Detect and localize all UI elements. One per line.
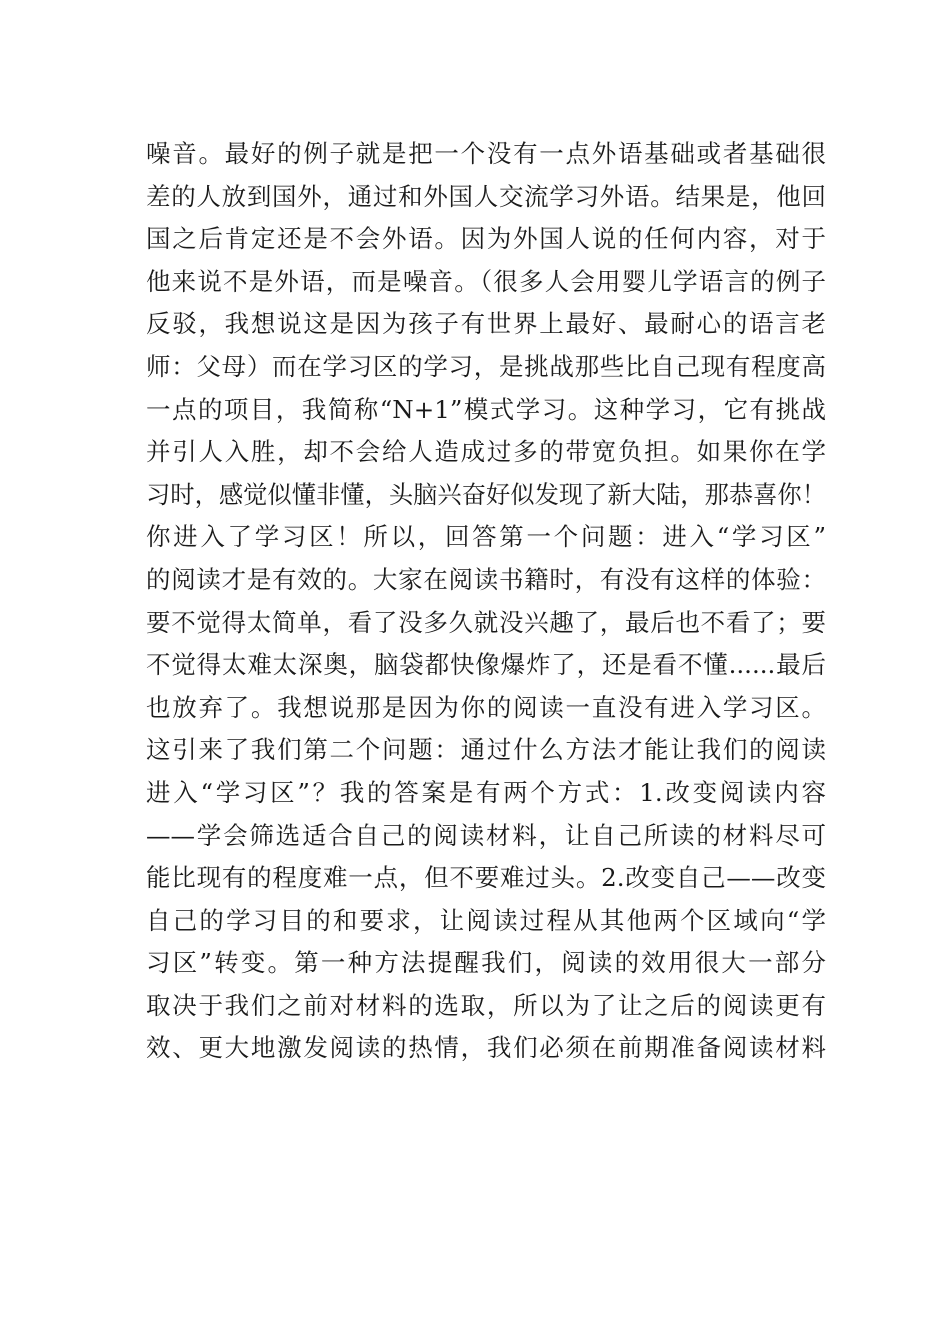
text-line: 效、更大地激发阅读的热情，我们必须在前期准备阅读材料	[146, 1033, 826, 1063]
text-line: 一点的项目，我简称“N+1”模式学习。这种学习，它有挑战	[146, 394, 826, 424]
text-line: 师：父母）而在学习区的学习，是挑战那些比自己现有程度高	[146, 351, 826, 381]
text-line: 能比现有的程度难一点，但不要难过头。2.改变自己——改变	[146, 863, 826, 893]
text-line: 也放弃了。我想说那是因为你的阅读一直没有进入学习区。	[146, 692, 826, 722]
text-line: 要不觉得太简单，看了没多久就没兴趣了，最后也不看了；要	[146, 607, 826, 637]
text-line: 差的人放到国外，通过和外国人交流学习外语。结果是，他回	[146, 181, 826, 211]
text-line: 自己的学习目的和要求，让阅读过程从其他两个区域向“学	[146, 905, 826, 935]
text-line: 这引来了我们第二个问题：通过什么方法才能让我们的阅读	[146, 735, 826, 765]
text-line: 反驳，我想说这是因为孩子有世界上最好、最耐心的语言老	[146, 309, 826, 339]
text-line: 的阅读才是有效的。大家在阅读书籍时，有没有这样的体验：	[146, 564, 826, 594]
text-line: 不觉得太难太深奥，脑袋都快像爆炸了，还是看不懂......最后	[146, 650, 826, 680]
text-line: 习时，感觉似懂非懂，头脑兴奋好似发现了新大陆，那恭喜你！	[146, 479, 826, 509]
text-line: ——学会筛选适合自己的阅读材料，让自己所读的材料尽可	[146, 820, 826, 850]
text-line: 他来说不是外语，而是噪音。（很多人会用婴儿学语言的例子	[146, 266, 826, 296]
text-line: 取决于我们之前对材料的选取，所以为了让之后的阅读更有	[146, 990, 826, 1020]
text-line: 你进入了学习区！所以，回答第一个问题：进入“学习区”	[146, 522, 826, 552]
text-line: 习区”转变。第一种方法提醒我们，阅读的效用很大一部分	[146, 948, 826, 978]
text-line: 进入“学习区”？我的答案是有两个方式：1.改变阅读内容	[146, 777, 826, 807]
text-line: 国之后肯定还是不会外语。因为外国人说的任何内容，对于	[146, 224, 826, 254]
text-line: 并引人入胜，却不会给人造成过多的带宽负担。如果你在学	[146, 437, 826, 467]
body-text	[146, 133, 826, 1070]
text-line: 噪音。最好的例子就是把一个没有一点外语基础或者基础很	[146, 139, 826, 168]
